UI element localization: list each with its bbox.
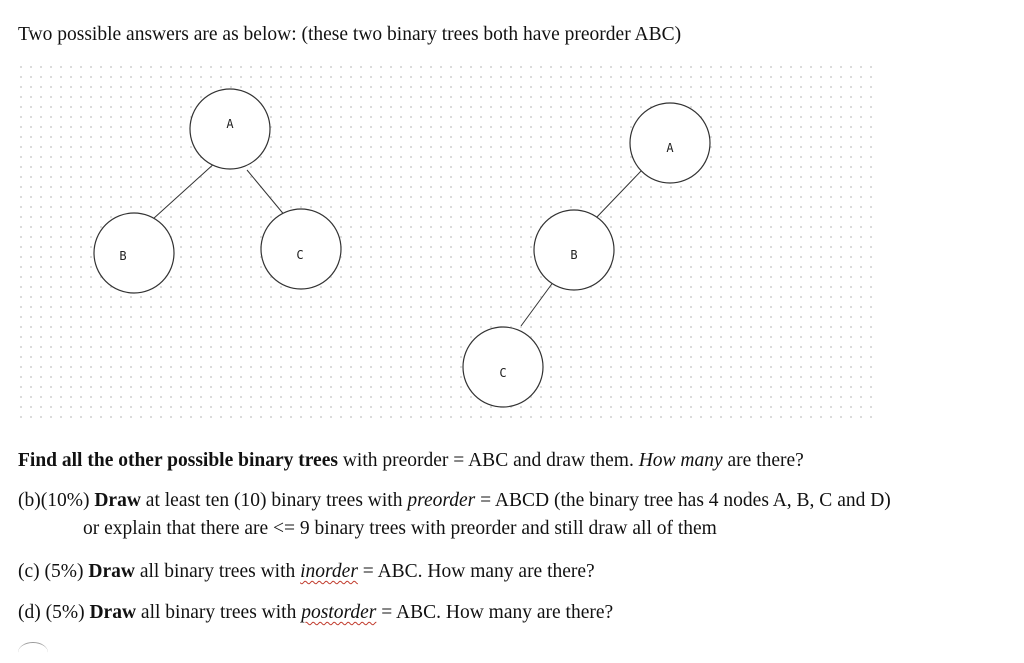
question-c-mid: all binary trees with <box>134 561 301 582</box>
tree1-node-b <box>94 213 174 293</box>
tree2-node-b-label: B <box>570 248 578 262</box>
question-c-bold: Draw <box>88 561 135 582</box>
tree2-node-a-label: A <box>666 141 674 155</box>
question-find-trees-mid: with preorder = ABC and draw them. <box>337 450 639 471</box>
question-c-italic: inorder <box>300 561 358 582</box>
question-c <box>18 561 595 583</box>
question-d-end: = ABC. How many are there? <box>376 602 614 623</box>
question-b-bold: Draw <box>94 490 141 511</box>
question-b-end: = ABCD (the binary tree has 4 nodes A, B, C and D) <box>475 490 891 511</box>
question-c-end: = ABC. How many are there? <box>357 561 595 582</box>
question-find-trees-italic: How many <box>638 450 723 471</box>
tree2-node-c <box>463 327 543 407</box>
question-b-prefix: (b)(10%) <box>18 490 95 511</box>
tree1-edge-a-b <box>153 162 216 219</box>
tree1-node-a <box>190 89 270 169</box>
question-find-trees-end: are there? <box>722 450 804 471</box>
question-d-bold: Draw <box>89 602 137 623</box>
intro-text: Two possible answers are as below: (these two binary trees both have preorder ABC) <box>18 24 682 45</box>
question-find-trees <box>18 450 804 472</box>
tree1-node-a-label: A <box>226 117 234 131</box>
tree2-node-c-label: C <box>499 366 507 380</box>
question-b-italic: preorder <box>407 490 476 511</box>
tree2-node-a <box>630 103 710 183</box>
tree2-node-b <box>534 210 614 290</box>
tree1-node-b-label: B <box>119 249 127 263</box>
tree1-node-c-label: C <box>296 248 304 262</box>
question-b-mid: at least ten (10) binary trees with <box>140 490 408 511</box>
question-b <box>18 490 891 512</box>
question-d-mid: all binary trees with <box>136 602 302 623</box>
question-b-line2: or explain that there are <= 9 binary trees with preorder and still draw all of them <box>83 518 717 539</box>
cropped-shape <box>18 642 48 663</box>
binary-tree-diagram <box>16 62 872 424</box>
tree2-edge-b-c <box>521 281 554 326</box>
question-d-italic: postorder <box>301 602 377 623</box>
tree1-edge-a-c <box>247 170 286 217</box>
question-d-prefix: (d) (5%) <box>18 602 90 623</box>
question-find-trees-bold: Find all the other possible binary trees <box>18 450 338 471</box>
question-c-prefix: (c) (5%) <box>18 561 89 582</box>
tree-drawing <box>16 62 872 424</box>
tree2-edge-a-b <box>596 170 642 218</box>
question-d <box>18 602 613 624</box>
tree1-node-c <box>261 209 341 289</box>
